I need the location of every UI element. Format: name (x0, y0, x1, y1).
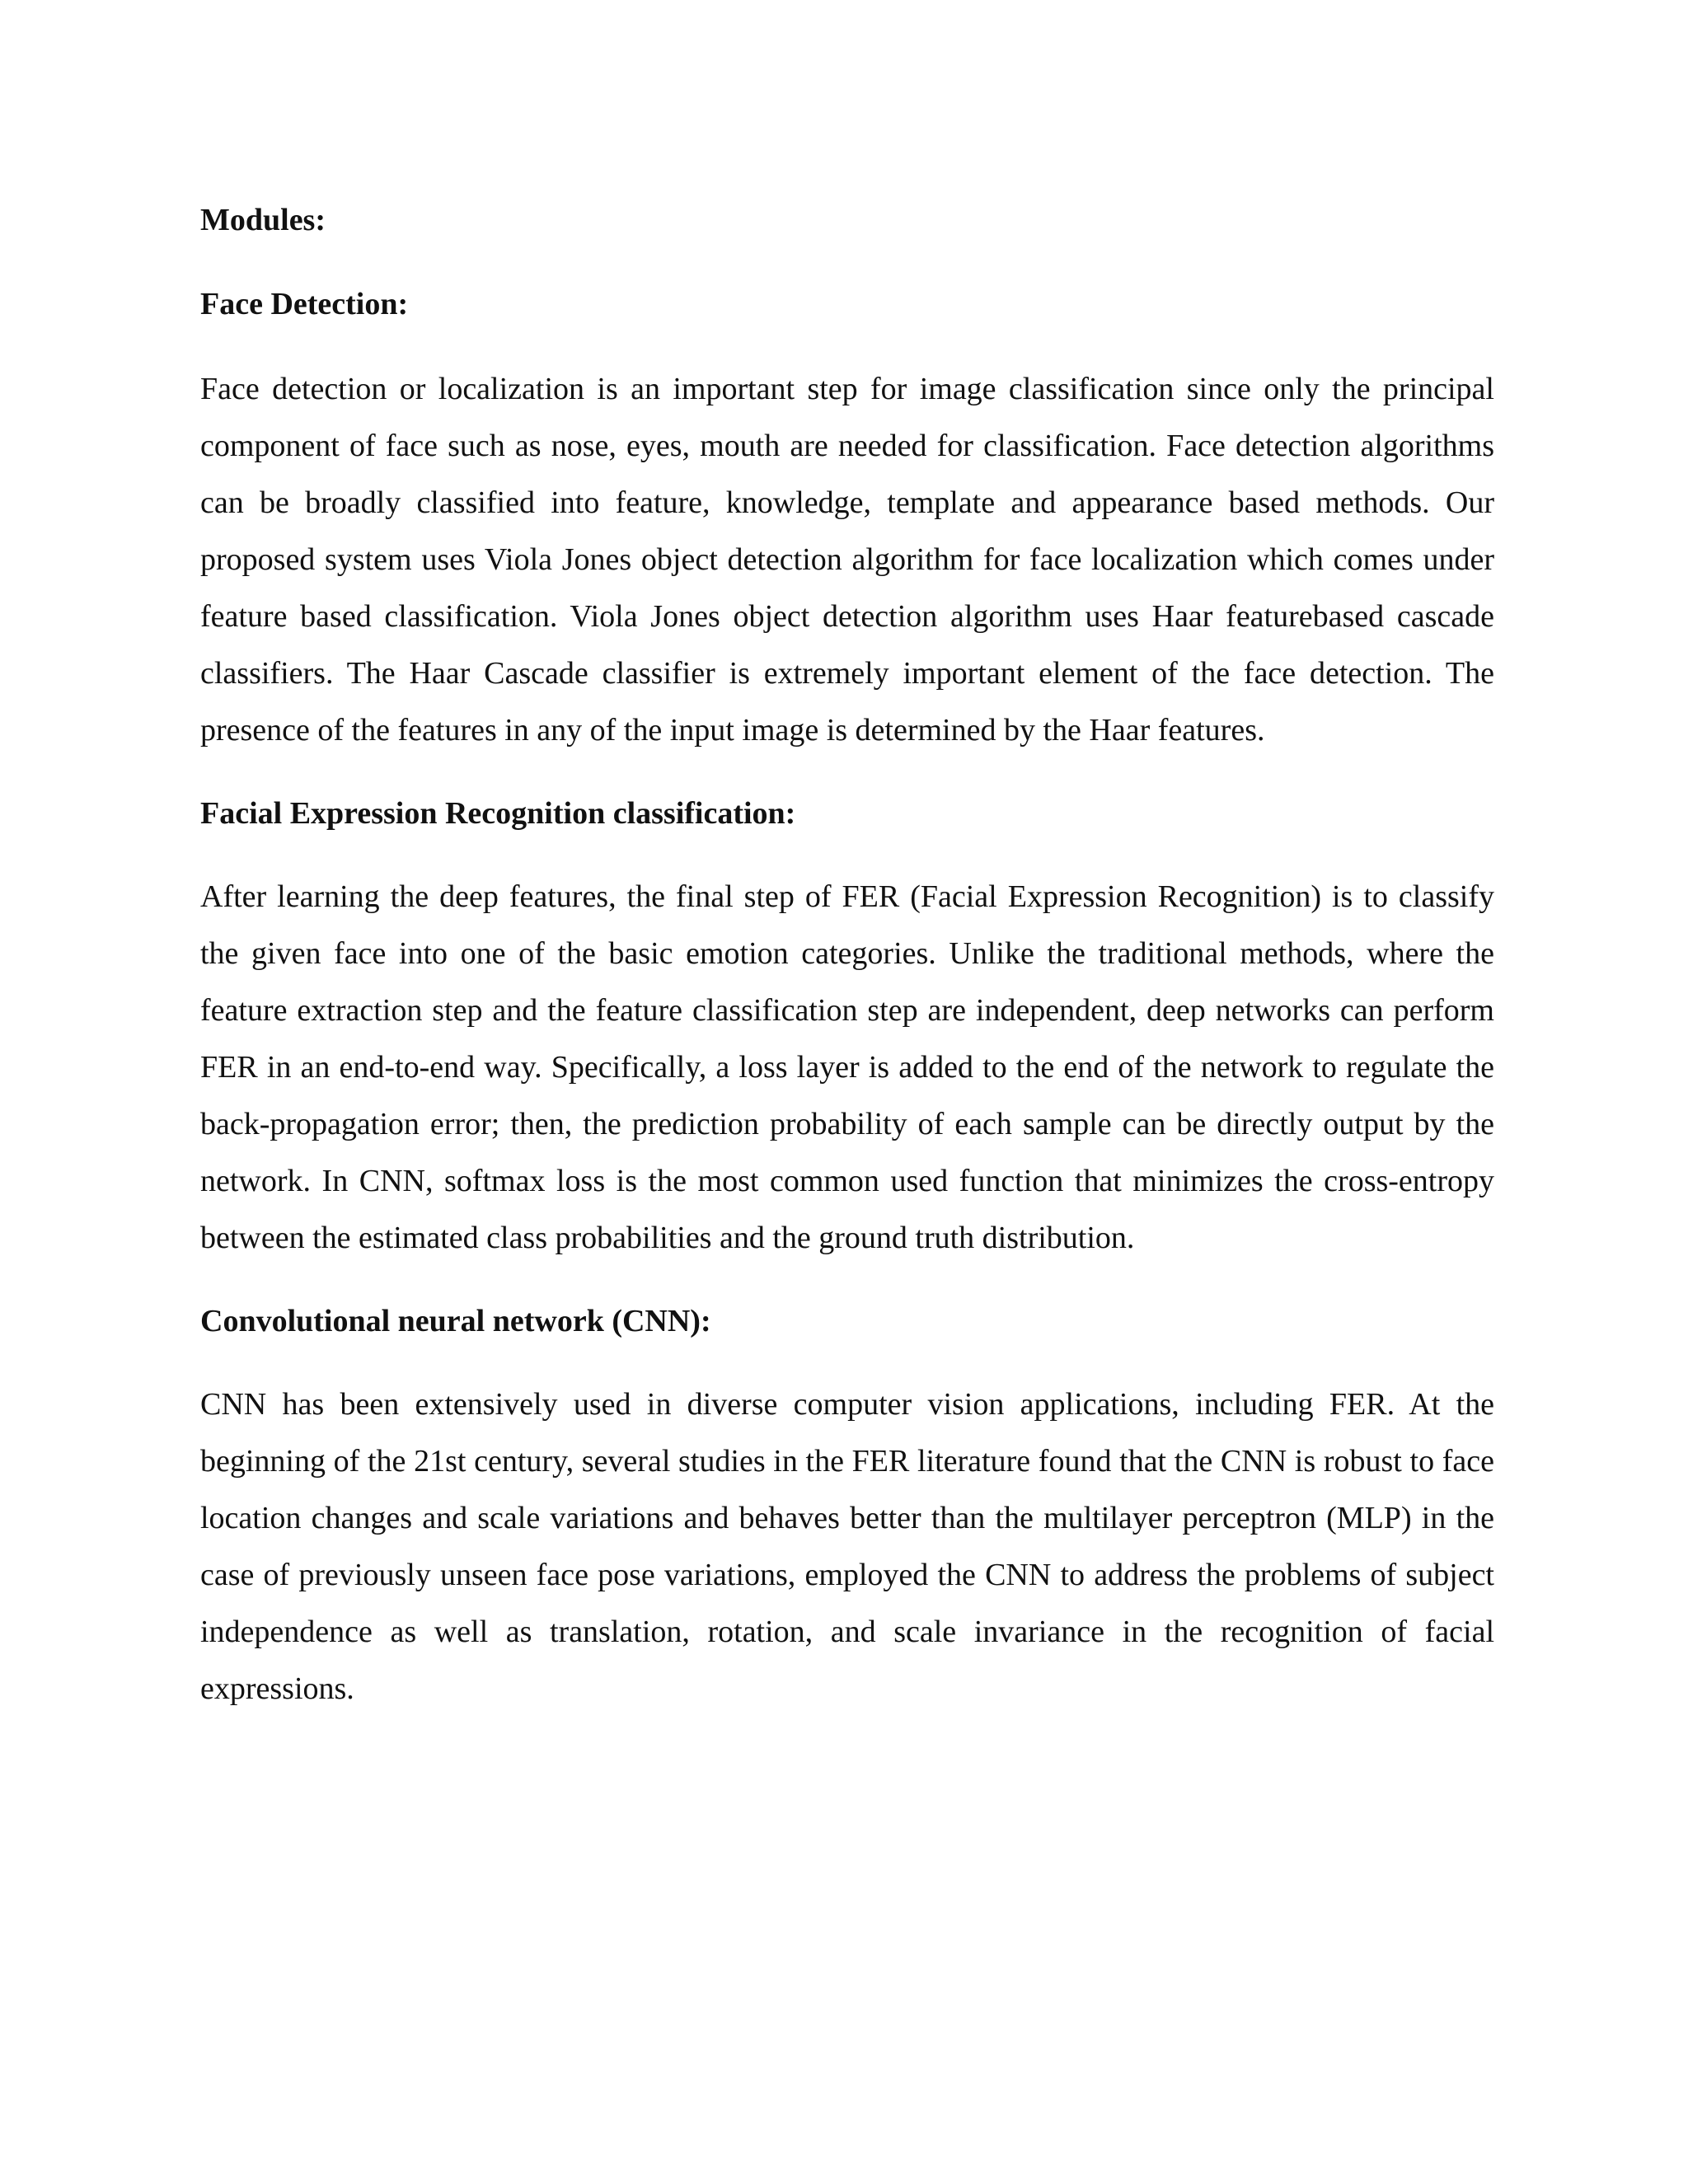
fer-classification-paragraph: After learning the deep features, the final step of FER (Facial Expression Recognition) is to classify the given face into one of the basic emotion categories. Unlike the traditional methods, where the feature extraction step and the feature classification step are independent, deep networks can perform FER in an end-to-end way. Specifically, a loss layer is added to the end of the network to regulate the back-propagation error; then, the prediction probability of each sample can be directly output by the network. In CNN, softmax loss is the most common used function that minimizes the cross-entropy between the estimated class probabilities and the ground truth distribution. (200, 879, 1494, 1255)
document-content (200, 191, 1494, 1718)
face-detection-heading: Face Detection: (200, 287, 409, 321)
cnn-paragraph: CNN has been extensively used in diverse computer vision applications, including FER. At the beginning of the 21st century, several studies in the FER literature found that the CNN is robust to face location changes and scale variations and behaves better than the multilayer perceptron (MLP) in the case of previously unseen face pose variations, employed the CNN to address the problems of subject independence as well as translation, rotation, and scale invariance in the recognition of facial expressions. (200, 1387, 1494, 1706)
cnn-heading: Convolutional neural network (CNN): (200, 1304, 711, 1338)
face-detection-paragraph: Face detection or localization is an important step for image classification since only the principal component of face such as nose, eyes, mouth are needed for classification. Face detection algorithms can be broadly classified into feature, knowledge, template and appearance based methods. Our proposed system uses Viola Jones object detection algorithm for face localization which comes under feature based classification. Viola Jones object detection algorithm uses Haar featurebased cascade classifiers. The Haar Cascade classifier is extremely important element of the face detection. The presence of the features in any of the input image is determined by the Haar features. (200, 372, 1494, 748)
modules-heading: Modules: (200, 203, 326, 237)
fer-classification-heading: Facial Expression Recognition classification: (200, 796, 796, 831)
